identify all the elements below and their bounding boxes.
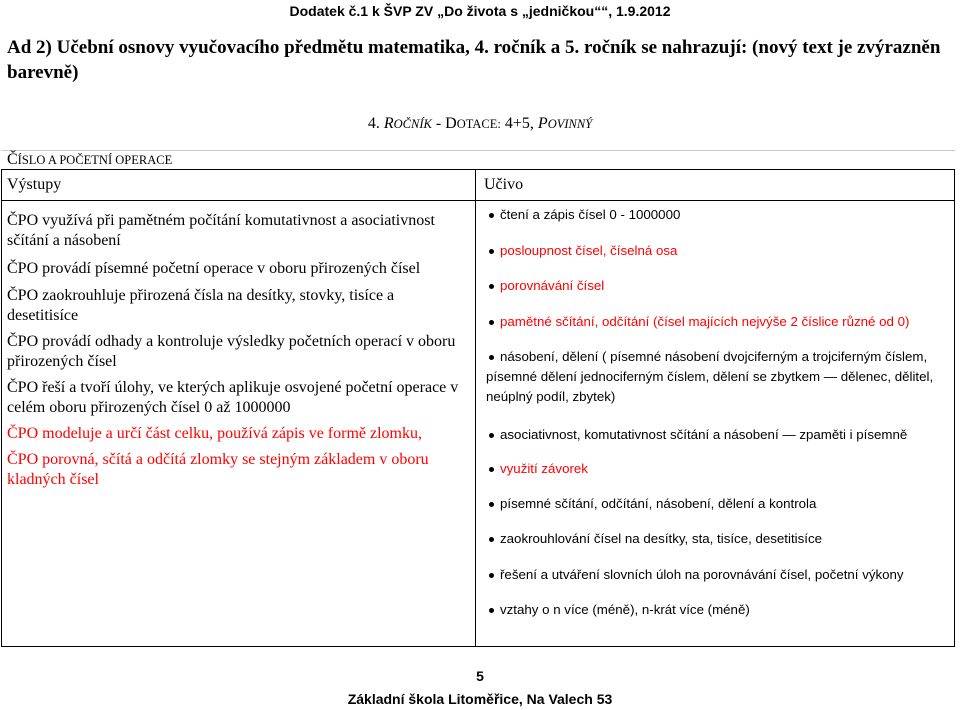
bullet-icon [489, 284, 494, 289]
output-item [7, 332, 473, 371]
intro-line: barevně) [7, 62, 79, 83]
column-header-outputs: Výstupy [7, 176, 62, 193]
output-line: kladných čísel [7, 470, 99, 488]
curriculum-line: řešení a utváření slovních úloh na porovnávání čísel, početní výkony [500, 567, 904, 582]
bullet-icon [489, 537, 494, 542]
curriculum-item [486, 529, 954, 549]
header-row-divider [1, 200, 955, 201]
curriculum-line: asociativnost, komutativnost sčítání a násobení — zpaměti i písemně [500, 427, 908, 442]
output-line: ČPO zaokrouhluje přirozená čísla na desítky, stovky, tisíce a [7, 287, 395, 304]
curriculum-line: posloupnost čísel, číselná osa [500, 243, 678, 258]
status-label: POVINNÝ [537, 115, 593, 132]
page-number: 5 [476, 668, 484, 684]
curriculum-line: násobení, dělení ( písemné násobení dvojciferným a trojciferným číslem, [500, 349, 928, 364]
curriculum-line: využití závorek [500, 461, 588, 476]
output-line: sčítání a násobení [7, 231, 121, 249]
grade-number: 4. [367, 115, 380, 132]
curriculum-item [486, 565, 954, 585]
allocation-label: DOTACE: [445, 115, 501, 132]
curriculum-line: neúplný podíl, zbytek) [486, 389, 616, 404]
bullet-icon [489, 502, 494, 507]
output-line: desetitisíce [7, 306, 79, 324]
output-line: celém oboru přirozených čísel 0 až 1000000 [7, 398, 291, 416]
output-line: ČPO porovná, sčítá a odčítá zlomky se stejným základem v oboru [7, 451, 429, 468]
curriculum-item [486, 347, 954, 407]
section-title-text: ČÍSLO A POČETNÍ OPERACE [7, 151, 173, 168]
footer-school-name: Základní škola Litoměřice, Na Valech 53 [347, 691, 613, 707]
curriculum-line: zaokrouhlování čísel na desítky, sta, tisíce, desetitisíce [500, 531, 822, 546]
grade-heading [0, 114, 960, 134]
output-item [7, 259, 473, 279]
bullet-icon [489, 467, 494, 472]
curriculum-item [486, 600, 954, 620]
curriculum-item [486, 459, 954, 479]
grade-label: ROČNÍK [383, 115, 432, 132]
curriculum-item [486, 241, 954, 261]
output-line: ČPO provádí odhady a kontroluje výsledky početních operací v oboru [7, 333, 456, 350]
output-item [7, 378, 473, 417]
document-header: Dodatek č.1 k ŠVP ZV „Do života s „jedničkou““, 1.9.2012 [289, 3, 671, 19]
output-item [7, 211, 473, 250]
output-line: ČPO modeluje a určí část celku, používá zápis ve formě zlomku, [7, 425, 422, 442]
output-item [7, 450, 473, 489]
grade-dash: - [435, 115, 442, 132]
curriculum-line: písemné sčítání, odčítání, násobení, dělení a kontrola [500, 496, 817, 511]
bullet-icon [489, 213, 494, 218]
curriculum-item [486, 312, 954, 332]
output-item [7, 286, 473, 325]
allocation-value: 4+5, [504, 115, 534, 132]
output-item [7, 424, 473, 444]
output-line: ČPO řeší a tvoří úlohy, ve kterých aplikuje osvojené početní operace v [7, 379, 459, 396]
curriculum-line: čtení a zápis čísel 0 - 1000000 [500, 207, 681, 222]
curriculum-item [486, 205, 954, 225]
output-line: ČPO provádí písemné početní operace v oboru přirozených čísel [7, 260, 421, 277]
curriculum-line: pamětné sčítání, odčítání (čísel majících nejvýše 2 číslice různé od 0) [500, 314, 910, 329]
output-line: ČPO využívá při pamětném počítání komutativnost a asociativnost [7, 212, 435, 229]
amendment-intro [7, 35, 940, 85]
column-header-curriculum: Učivo [484, 176, 524, 193]
column-divider [475, 169, 476, 647]
curriculum-item [486, 494, 954, 514]
bullet-icon [489, 249, 494, 254]
bullet-icon [489, 433, 494, 438]
bullet-icon [489, 320, 494, 325]
bullet-icon [489, 608, 494, 613]
curriculum-item [486, 276, 954, 296]
curriculum-line: porovnávání čísel [500, 278, 605, 293]
output-line: přirozených čísel [7, 352, 117, 370]
section-title [7, 151, 172, 169]
curriculum-line: písemné dělení jednociferným číslem, dělení se zbytkem — dělenec, dělitel, [486, 369, 934, 384]
curriculum-item [486, 425, 954, 445]
intro-line: Ad 2) Učební osnovy vyučovacího předmětu matematika, 4. ročník a 5. ročník se nahrazují: (nový text je zvýrazněn [7, 37, 941, 58]
curriculum-line: vztahy o n více (méně), n-krát více (méně) [500, 602, 750, 617]
bullet-icon [489, 573, 494, 578]
bullet-icon [489, 355, 494, 360]
